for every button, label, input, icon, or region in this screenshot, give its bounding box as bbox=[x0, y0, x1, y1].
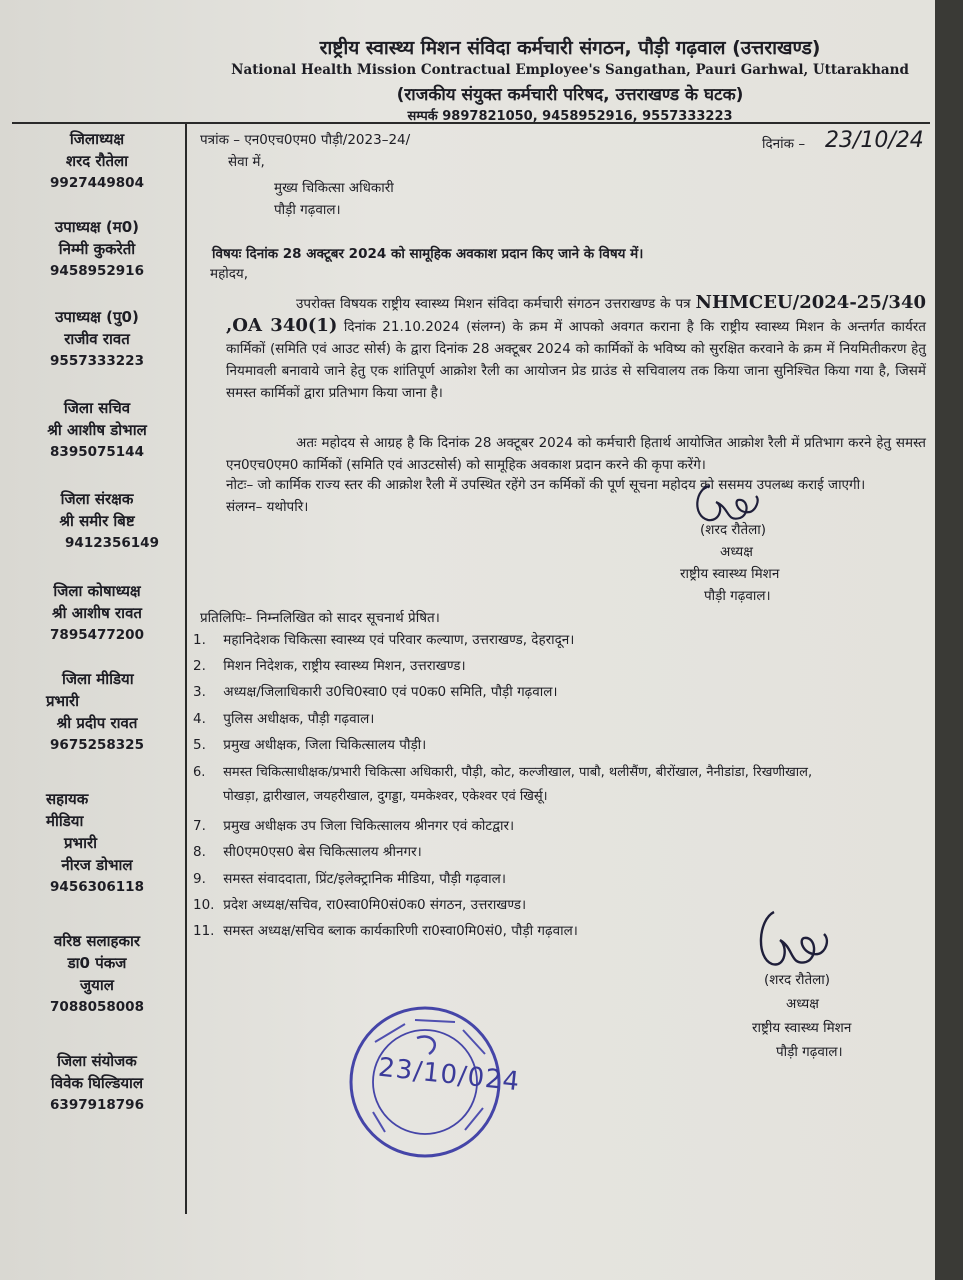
body-paragraph: उपरोक्त विषयक राष्ट्रीय स्वास्थ्य मिशन संविदा कर्मचारी संगठन उत्तराखण्ड के पत्र NHMCEU/2024-25/340 ,OA 340(1) दिनांक 21.10.2024 (संलग्न) के क्रम में आपको अवगत कराना है कि राष्ट्रीय स्वास्थ्य मिशन के अन्तर्गत कार्यरत कार्मिकों (समिति एवं आउट सोर्स) के द्वारा दिनांक 28 अक्टूबर 2024 को कार्मिकों के भविष्य को सुरक्षित करवाने के क्रम में नियमितीकरण हेतु नियमावली बनावाये जाने हेतु एक शांतिपूर्ण आक्रोश रैली का आयोजन प्रेड ग्राउंड से सचिवालय तक किया जाना सुनिश्चित किया गया है, जिसमें समस्त कार्मिकों द्वारा प्रतिभाग किया जाना है। bbox=[226, 292, 927, 401]
list-item: 7. प्रमुख अधीक्षक उप जिला चिकित्सालय श्रीनगर एवं कोटद्वार। bbox=[193, 818, 515, 834]
list-item: 5. प्रमुख अधीक्षक, जिला चिकित्सालय पौड़ी। bbox=[193, 737, 427, 753]
stamp-date: 23/10/024 bbox=[376, 1052, 522, 1098]
org-affiliation: (राजकीय संयुक्त कर्मचारी परिषद, उत्तराखण्ड के घटक) bbox=[396, 85, 744, 105]
sidebar-member: जिला संरक्षक श्री समीर बिष्ट 9412356149 bbox=[59, 490, 159, 551]
sidebar-member: उपाध्यक्ष (पु0) राजीव रावत 9557333223 bbox=[50, 308, 144, 369]
header-divider bbox=[12, 122, 930, 124]
recipient-line: मुख्य चिकित्सा अधिकारी bbox=[274, 180, 394, 196]
sidebar-member: वरिष्ठ सलाहकार डा0 पंकज जुयाल 7088058008 bbox=[50, 932, 144, 1015]
date-handwritten: 23/10/24 bbox=[825, 128, 924, 153]
signatory-title: अध्यक्ष bbox=[720, 544, 753, 560]
copy-heading: प्रतिलिपिः– निम्नलिखित को सादर सूचनार्थ प्रेषित। bbox=[200, 610, 440, 626]
list-item: 3. अध्यक्ष/जिलाधिकारी उ0चि0स्वा0 एवं प0क0 समिति, पौड़ी गढ़वाल। bbox=[193, 684, 558, 700]
signatory-name: (शरद रौतेला) bbox=[764, 972, 831, 988]
sidebar-member: सहायक मीडिया प्रभारी नीरज डोभाल 9456306118 bbox=[46, 790, 144, 895]
signature-scribble bbox=[752, 906, 842, 976]
date-label: दिनांक – bbox=[762, 136, 806, 152]
reference-number: पत्रांक – एन0एच0एम0 पौड़ी/2023–24/ bbox=[200, 132, 411, 148]
sidebar-member: जिला संयोजक विवेक घिल्डियाल 6397918796 bbox=[50, 1052, 144, 1113]
signatory-title: अध्यक्ष bbox=[786, 996, 819, 1012]
to-label: सेवा में, bbox=[228, 154, 265, 170]
signatory-name: (शरद रौतेला) bbox=[700, 522, 767, 538]
note-paragraph: नोटः– जो कार्मिक राज्य स्तर की आक्रोश रैली में उपस्थित रहेंगे उन कर्मिकों की पूर्ण सूचना महोदय को ससमय उपलब्ध कराई जाएगी। bbox=[226, 477, 866, 493]
list-item: 9. समस्त संवाददाता, प्रिंट/इलेक्ट्रानिक मीडिया, पौड़ी गढ़वाल। bbox=[193, 871, 506, 887]
list-item: 4. पुलिस अधीक्षक, पौड़ी गढ़वाल। bbox=[193, 711, 375, 727]
org-name-english: National Health Mission Contractual Employee's Sangathan, Pauri Garhwal, Uttarakhand bbox=[231, 62, 909, 78]
sidebar-member: जिला सचिव श्री आशीष डोभाल 8395075144 bbox=[47, 399, 147, 460]
list-item-continuation: पोखड़ा, द्वारीखाल, जयहरीखाल, दुगड्डा, यमकेश्वर, एकेश्वर एवं खिर्सू। bbox=[223, 789, 548, 804]
list-item: 6. समस्त चिकित्साधीक्षक/प्रभारी चिकित्सा अधिकारी, पौड़ी, कोट, कल्जीखाल, पाबौ, थलीसैंण, बीरोंखाल, नैनीडांडा, रिखणीखाल, bbox=[193, 765, 813, 780]
list-item: 11. समस्त अध्यक्ष/सचिव ब्लाक कार्यकारिणी रा0स्वा0मि0सं0, पौड़ी गढ़वाल। bbox=[193, 923, 578, 939]
body-paragraph: अतः महोदय से आग्रह है कि दिनांक 28 अक्टूबर 2024 को कर्मचारी हितार्थ आयोजित आक्रोश रैली में प्रतिभाग करने हेतु समस्त एन0एच0एम0 कार्मिकों (समिति एवं आउटसोर्स) को सामूहिक अवकाश प्रदान करने की कृपा करेंगे। bbox=[226, 435, 926, 473]
list-item: 2. मिशन निदेशक, राष्ट्रीय स्वास्थ्य मिशन, उत्तराखण्ड। bbox=[193, 658, 466, 674]
sidebar-member: जिला मीडिया प्रभारी श्री प्रदीप रावत 9675258325 bbox=[46, 670, 144, 753]
list-item: 1. महानिदेशक चिकित्सा स्वास्थ्य एवं परिवार कल्याण, उत्तराखण्ड, देहरादून। bbox=[193, 632, 575, 648]
subject-line: विषयः दिनांक 28 अक्टूबर 2024 को सामूहिक अवकाश प्रदान किए जाने के विषय में। bbox=[212, 246, 644, 262]
list-item: 10. प्रदेश अध्यक्ष/सचिव, रा0स्वा0मि0सं0क0 संगठन, उत्तराखण्ड। bbox=[193, 897, 527, 913]
list-item: 8. सी0एम0एस0 बेस चिकित्सालय श्रीनगर। bbox=[193, 844, 422, 860]
sidebar-member: जिला कोषाध्यक्ष श्री आशीष रावत 7895477200 bbox=[50, 582, 144, 643]
signatory-org: राष्ट्रीय स्वास्थ्य मिशन bbox=[680, 566, 780, 582]
recipient-line: पौड़ी गढ़वाल। bbox=[274, 202, 341, 218]
sidebar-member: उपाध्यक्ष (म0) निम्मी कुकरेती 9458952916 bbox=[50, 218, 144, 279]
salutation: महोदय, bbox=[210, 266, 249, 282]
org-contact: सम्पर्क 9897821050, 9458952916, 9557333223 bbox=[407, 109, 733, 124]
enclosure: संलग्न– यथोपरि। bbox=[226, 499, 309, 515]
sidebar-divider bbox=[185, 124, 187, 1214]
org-name-hindi: राष्ट्रीय स्वास्थ्य मिशन संविदा कर्मचारी संगठन, पौड़ी गढ़वाल (उत्तराखण्ड) bbox=[319, 37, 821, 59]
signatory-place: पौड़ी गढ़वाल। bbox=[776, 1044, 843, 1060]
signatory-org: राष्ट्रीय स्वास्थ्य मिशन bbox=[752, 1020, 852, 1036]
sidebar-member: जिलाध्यक्ष शरद रौतेला 9927449804 bbox=[50, 130, 144, 191]
signatory-place: पौड़ी गढ़वाल। bbox=[704, 588, 771, 604]
